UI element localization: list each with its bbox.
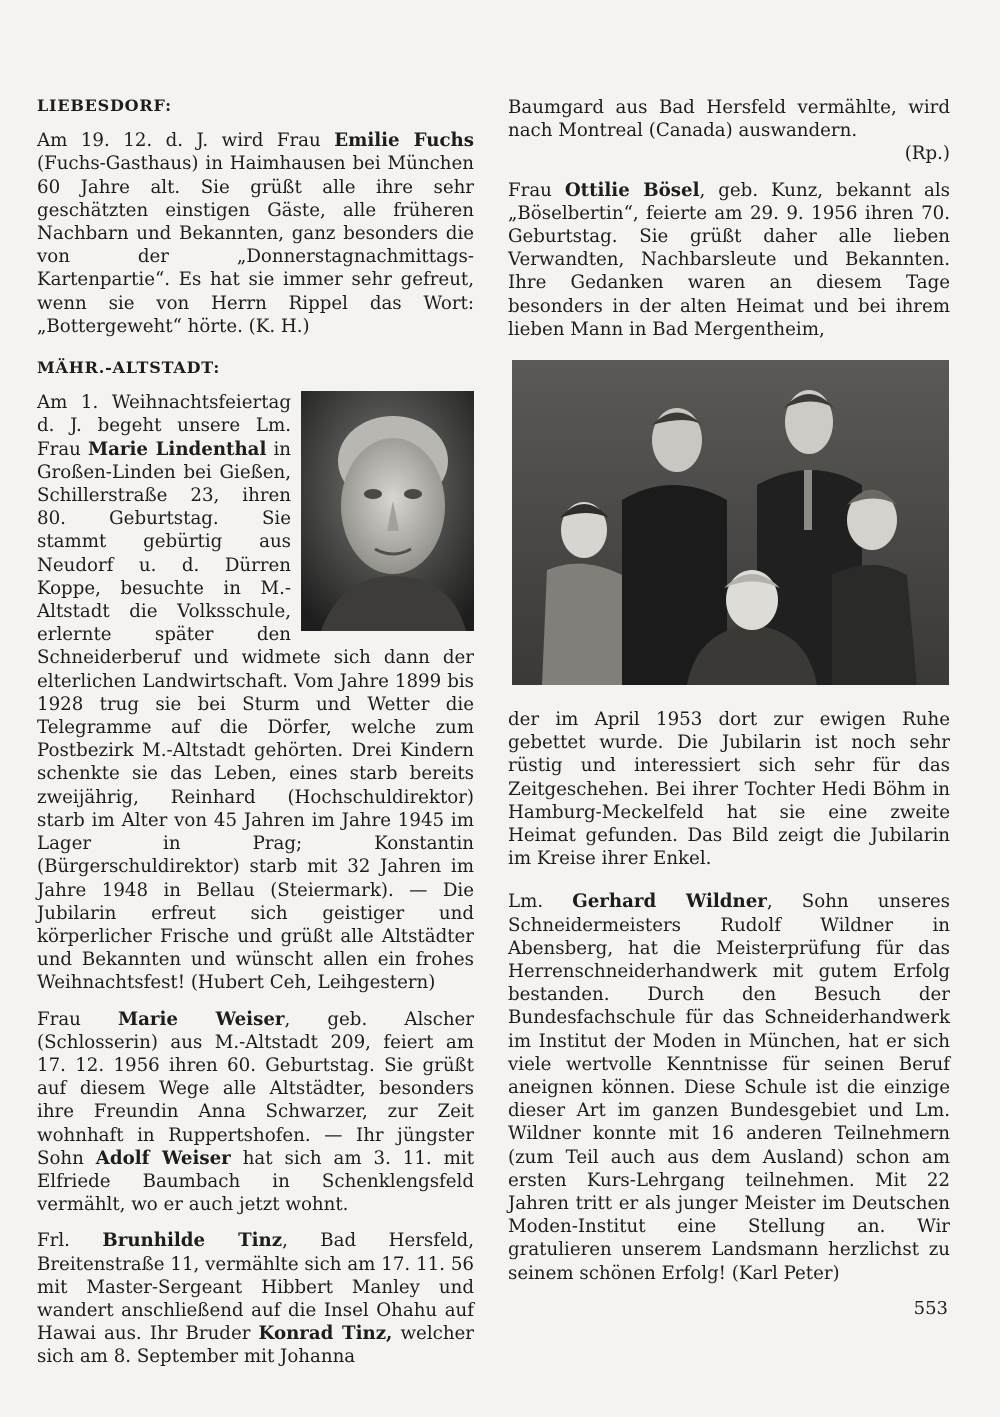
article-boesel: Frau Ottilie Bösel, geb. Kunz, bekannt als „Böselbertin“, feierte am 29. 9. 1956 ihren 70. Geburtstag. Sie grüßt daher alle lieben Verwandten, Nachbarsleute und Bekannten. Ihre Gedanken waren an diesem Tage besonders in der alten Heimat und bei ihrem lieben Mann in Bad Mergentheim, bbox=[508, 179, 950, 340]
article-boesel-cont: der im April 1953 dort zur ewigen Ruhe gebettet wurde. Die Jubilarin ist noch sehr rüstig und interessiert sich sehr für das Zeitgeschehen. Bei ihrer Tochter Hedi Böhm in Hamburg-Meckelfeld hat sie eine zweite Heimat gefunden. Das Bild zeigt die Jubilarin im Kreise ihrer Enkel. bbox=[508, 709, 950, 870]
heading-liebesdorf: LIEBESDORF: bbox=[37, 96, 172, 115]
article-baumgard: Baumgard aus Bad Hersfeld vermählte, wird nach Montreal (Canada) auswandern. bbox=[508, 97, 950, 142]
page-number: 553 bbox=[913, 1298, 948, 1319]
article-tinz: Frl. Brunhilde Tinz, Bad Hersfeld, Breitenstraße 11, vermählte sich am 17. 11. 56 mit Master-Sergeant Hibbert Manley und wandert anschließend auf die Insel Ohahu auf Hawai aus. Ihr Bruder Konrad Tinz, welcher sich am 8. September mit Johanna bbox=[37, 1230, 474, 1368]
right-column-bottom bbox=[508, 708, 950, 1298]
heading-maehr-altstadt: MÄHR.-ALTSTADT: bbox=[37, 358, 221, 378]
right-column-top bbox=[508, 96, 950, 354]
signature-rp: (Rp.) bbox=[904, 143, 950, 165]
article-lindenthal: Am 1. Weihnachtsfeiertag d. J. begeht unsere Lm. Frau Marie Lindenthal in Großen-Linden bei Gießen, Schillerstraße 23, ihren 80. Geburtstag. Sie stammt gebürtig aus Neudorf u. d. Dürren Koppe, besuchte in M.-Altstadt die Volksschule, erlernte später den Schneiderberuf und widmete sich dann der elterlichen Landwirtschaft. Vom Jahre 1899 bis 1928 trug sie bei Sturm und Wetter die Telegramme auf die Dörfer, welche zum Postbezirk M.-Altstadt gehörten. Drei Kindern schenkte sie das Leben, eines starb bereits zweijährig, Reinhard (Hochschuldirektor) starb im Alter von 45 Jahren im Jahre 1945 im Lager in Prag; Konstantin (Bürgerschuldirektor) starb mit 32 Jahren im Jahre 1948 in Bellau (Steiermark). — Die Jubilarin erfreut sich geistiger und körperlicher Frische und grüßt alle Altstädter und Bekannten und wünscht allen ein frohes Weihnachtsfest! (Hubert Ceh, Leihgestern) bbox=[37, 392, 474, 994]
left-column bbox=[37, 94, 474, 1382]
group-photo bbox=[512, 360, 949, 685]
portrait-photo bbox=[301, 391, 474, 631]
article-fuchs: Am 19. 12. d. J. wird Frau Emilie Fuchs (Fuchs-Gasthaus) in Haimhausen bei München 60 Jahre alt. Sie grüßt alle ihre sehr geschätzten einstigen Gäste, alle früheren Nachbarn und Bekannten, ganz besonders die von der „Donnerstagnachmittags-Kartenpartie“. Es hat sie immer sehr gefreut, wenn sie von Herrn Rippel das Wort: „Bottergeweht“ hörte. (K. H.) bbox=[37, 130, 475, 337]
article-weiser: Frau Marie Weiser, geb. Alscher (Schlosserin) aus M.-Altstadt 209, feiert am 17. 12. 1956 ihren 60. Geburtstag. Sie grüßt auf diesem Wege alle Altstädter, besonders ihre Freundin Anna Schwarzer, zur Zeit wohnhaft in Ruppertshofen. — Ihr jüngster Sohn Adolf Weiser hat sich am 3. 11. mit Elfriede Baumbach in Schenklengsfeld vermählt, wo er auch jetzt wohnt. bbox=[37, 1008, 475, 1216]
article-wildner: Lm. Gerhard Wildner, Sohn unseres Schneidermeisters Rudolf Wildner in Abensberg, hat die Meisterprüfung für das Herrenschneiderhandwerk mit gutem Erfolg bestanden. Durch den Besuch der Bundesfachschule für das Schneiderhandwerk im Institut der Moden in München, hat er sich viele wertvolle Kenntnisse für seinen Beruf aneignen können. Diese Schule ist die einzige dieser Art im ganzen Bundesgebiet und Lm. Wildner konnte mit 16 anderen Teilnehmern (zum Teil auch aus dem Ausland) schon am ersten Kurs-Lehrgang teilnehmen. Mit 22 Jahren tritt er als junger Meister im Deutschen Moden-Institut eine Stellung an. Wir gratulieren unserem Landsmann herzlichst zu seinem schönen Erfolg! (Karl Peter) bbox=[508, 891, 951, 1284]
